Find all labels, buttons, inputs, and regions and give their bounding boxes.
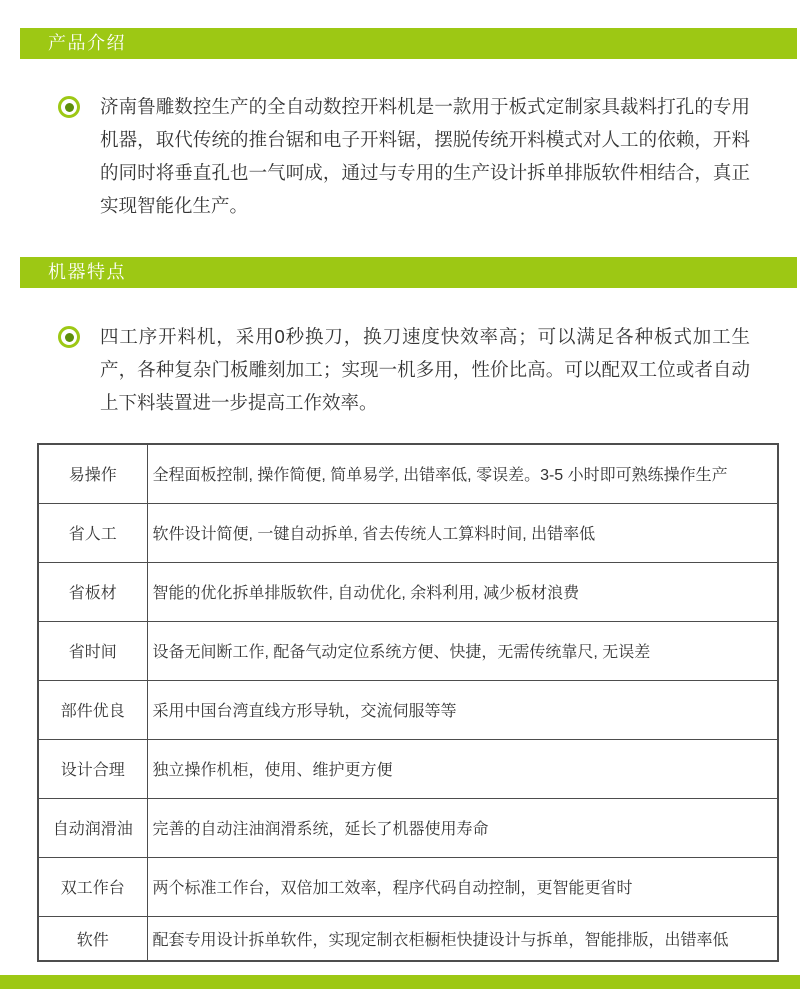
feature-desc-cell: 智能的优化拆单排版软件, 自动优化, 余料利用, 减少板材浪费 <box>147 562 778 621</box>
feature-desc-cell: 全程面板控制, 操作简便, 简单易学, 出错率低, 零误差。3-5 小时即可熟练操作生产 <box>147 444 778 503</box>
section-bar-product-intro <box>20 28 797 59</box>
feature-desc-cell: 软件设计简便, 一键自动拆单, 省去传统人工算料时间, 出错率低 <box>147 503 778 562</box>
table-row <box>38 621 778 680</box>
feature-desc-cell: 完善的自动注油润滑系统，延长了机器使用寿命 <box>147 798 778 857</box>
section-bar-machine-features <box>20 257 797 288</box>
section-title-product-intro: 产品介绍 <box>48 33 126 53</box>
feature-label-cell: 部件优良 <box>38 680 147 739</box>
feature-desc-cell: 采用中国台湾直线方形导轨，交流伺服等等 <box>147 680 778 739</box>
table-row <box>38 562 778 621</box>
feature-desc-cell: 独立操作机柜，使用、维护更方便 <box>147 739 778 798</box>
feature-label-cell: 双工作台 <box>38 857 147 916</box>
feature-label-cell: 省板材 <box>38 562 147 621</box>
features-table <box>37 443 779 962</box>
intro-paragraph: 济南鲁雕数控生产的全自动数控开料机是一款用于板式定制家具裁料打孔的专用机器，取代传统的推台锯和电子开料锯，摆脱传统开料模式对人工的依赖，开料的同时将垂直孔也一气呵成，通过与专用的生产设计拆单排版软件相结合，真正实现智能化生产。 <box>100 96 750 216</box>
table-row <box>38 798 778 857</box>
table-row <box>38 857 778 916</box>
feature-label-cell: 省时间 <box>38 621 147 680</box>
feature-label-cell: 自动润滑油 <box>38 798 147 857</box>
feature-desc-cell: 两个标准工作台，双倍加工效率，程序代码自动控制，更智能更省时 <box>147 857 778 916</box>
bullet-target-icon <box>58 96 80 118</box>
table-row <box>38 916 778 961</box>
feature-desc-cell: 设备无间断工作, 配备气动定位系统方便、快捷，无需传统靠尺, 无误差 <box>147 621 778 680</box>
bullet-dot <box>65 333 74 342</box>
feature-label-cell: 软件 <box>38 916 147 961</box>
feature-desc-cell: 配套专用设计拆单软件，实现定制衣柜橱柜快捷设计与拆单，智能排版，出错率低 <box>147 916 778 961</box>
feature-label-cell: 易操作 <box>38 444 147 503</box>
table-row <box>38 444 778 503</box>
footer-accent-bar <box>0 975 800 989</box>
feature-label-cell: 省人工 <box>38 503 147 562</box>
feature-label-cell: 设计合理 <box>38 739 147 798</box>
features-paragraph: 四工序开料机，采用0秒换刀，换刀速度快效率高；可以满足各种板式加工生产，各种复杂门板雕刻加工；实现一机多用，性价比高。可以配双工位或者自动上下料装置进一步提高工作效率。 <box>100 326 750 413</box>
bullet-target-icon <box>58 326 80 348</box>
table-row <box>38 503 778 562</box>
section-title-machine-features: 机器特点 <box>48 262 126 282</box>
table-row <box>38 680 778 739</box>
table-row <box>38 739 778 798</box>
bullet-dot <box>65 103 74 112</box>
